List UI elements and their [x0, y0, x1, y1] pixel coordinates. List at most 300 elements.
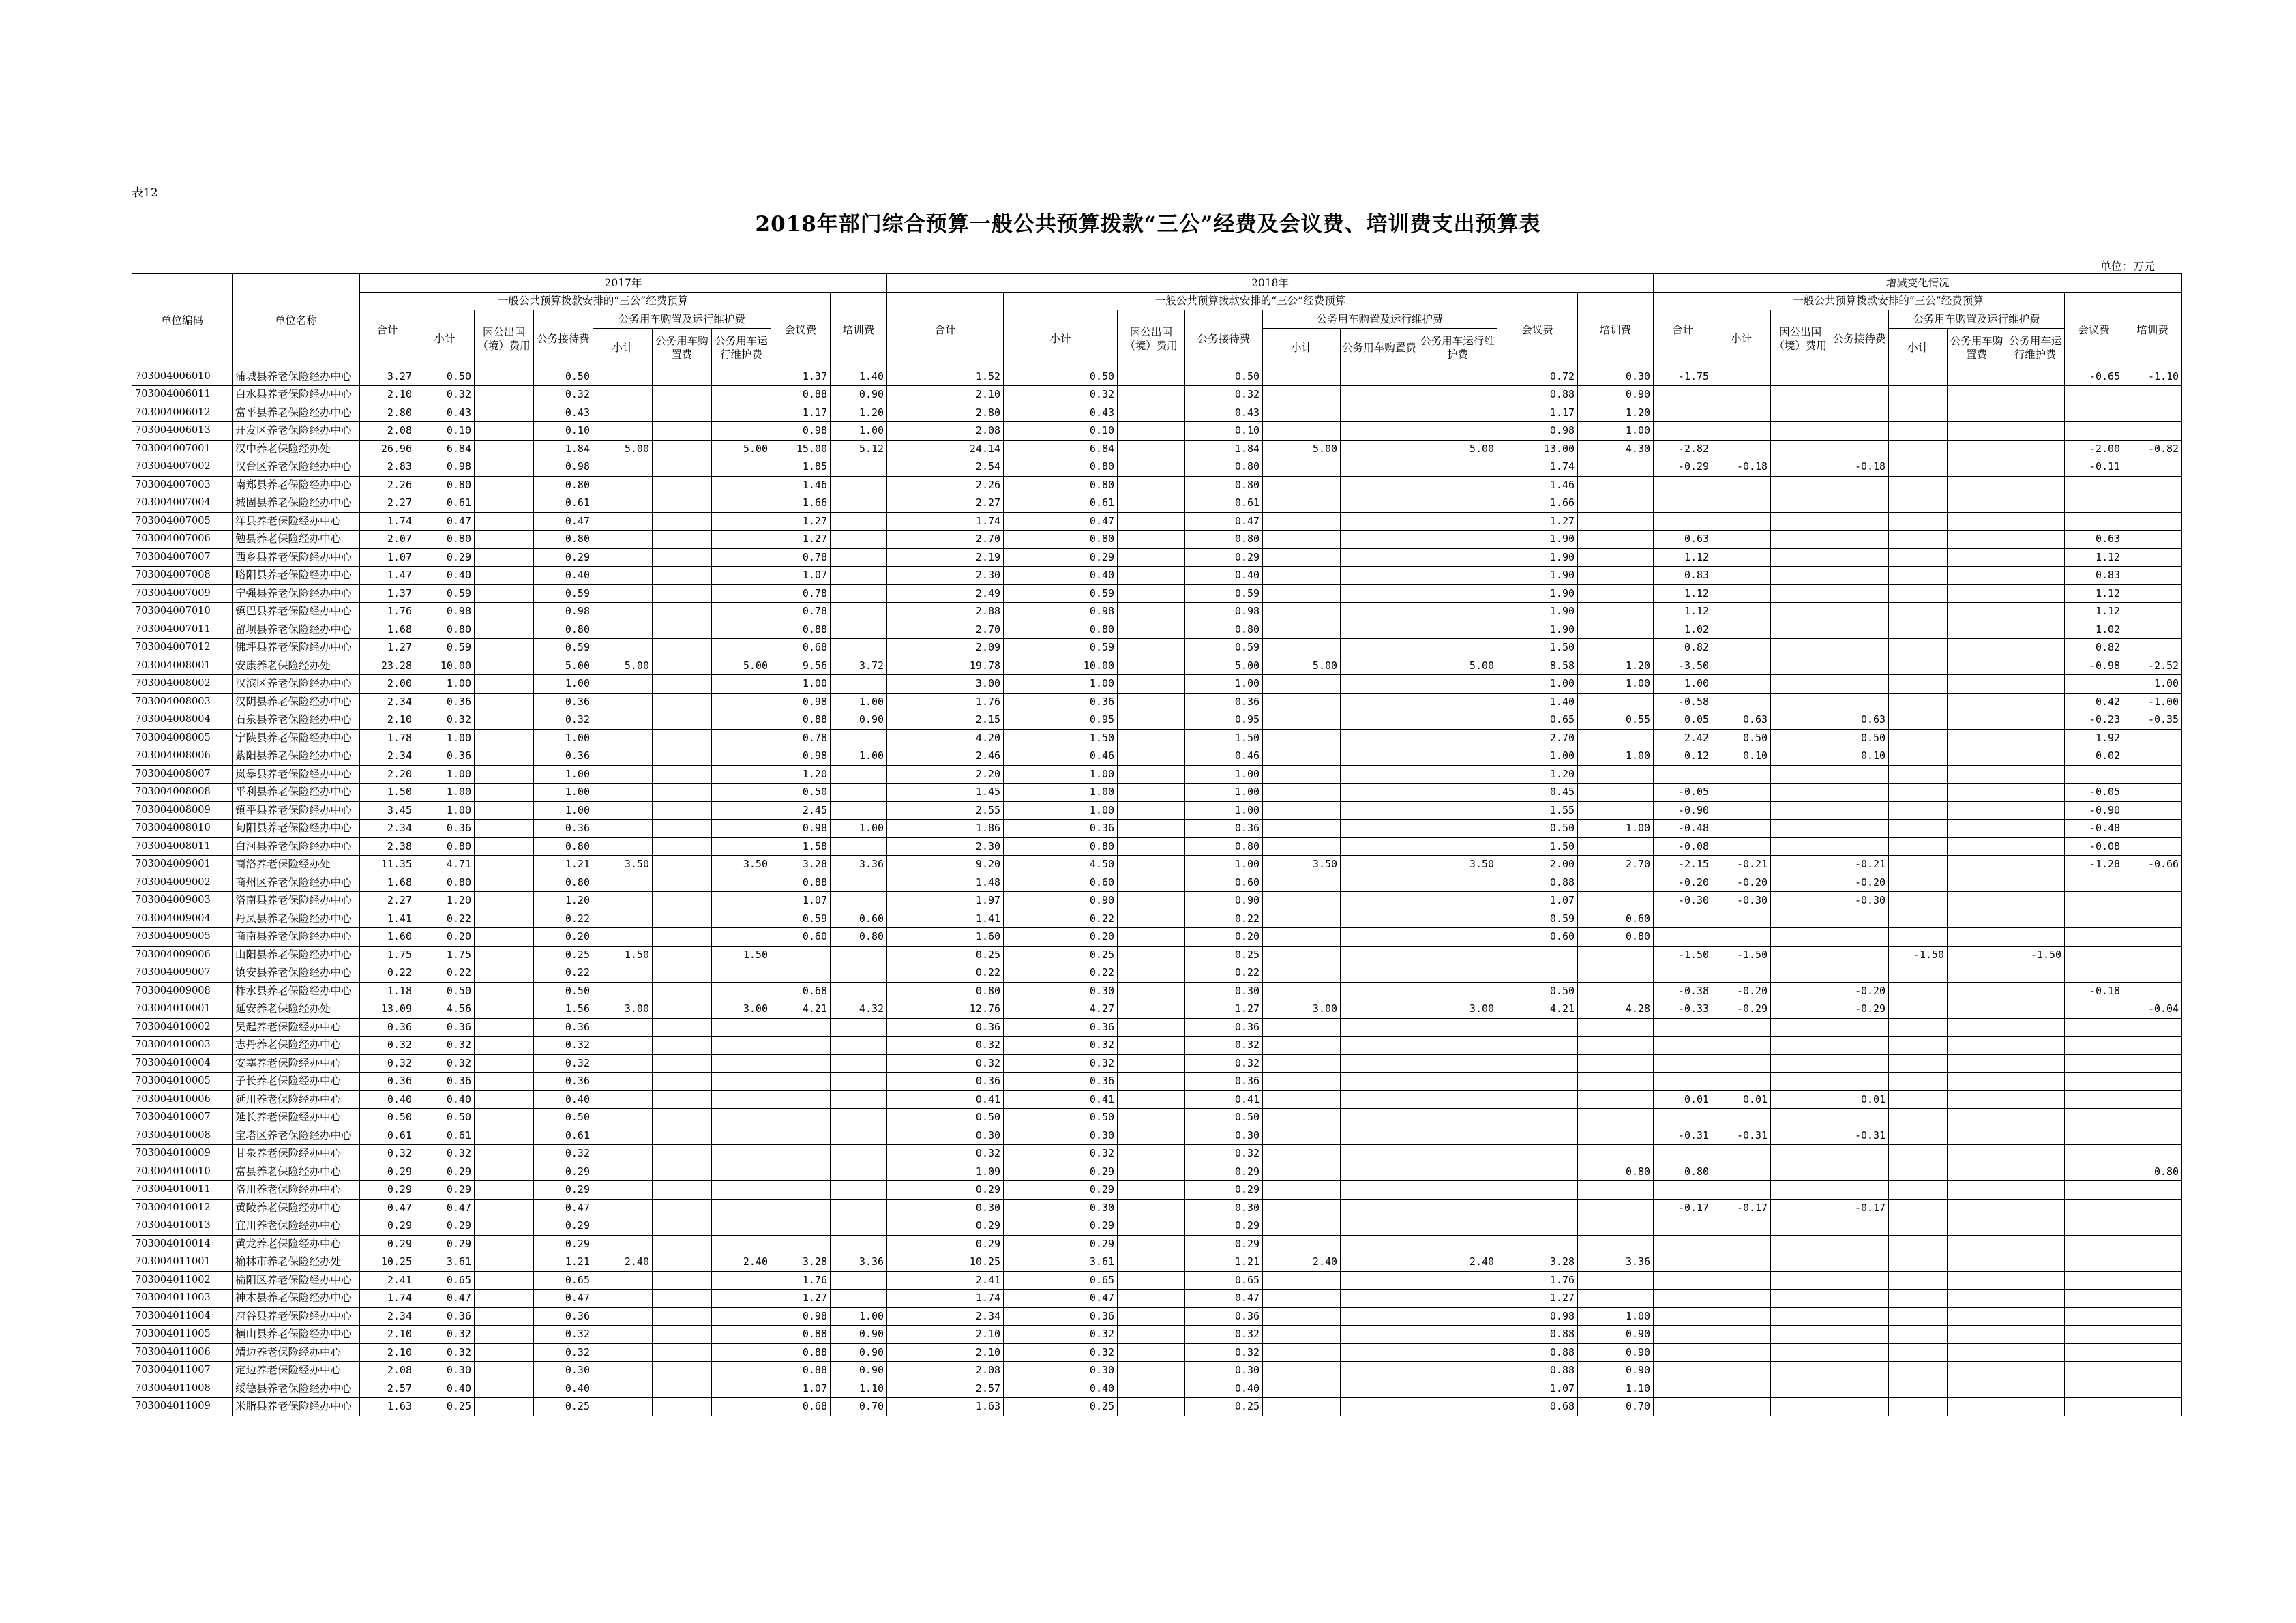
- value-cell: [1654, 386, 1712, 404]
- value-cell: 1.27: [1497, 1290, 1578, 1308]
- value-cell: [1118, 1054, 1185, 1073]
- value-cell: [1497, 946, 1578, 964]
- value-cell: [653, 548, 712, 567]
- value-cell: [1889, 801, 1948, 820]
- value-cell: [2006, 1326, 2065, 1344]
- value-cell: [2123, 1362, 2182, 1380]
- value-cell: 0.50: [1004, 1109, 1118, 1127]
- value-cell: [1263, 386, 1341, 404]
- value-cell: [1263, 639, 1341, 657]
- value-cell: 0.88: [1497, 386, 1578, 404]
- value-cell: [1771, 368, 1830, 386]
- value-cell: 0.29: [1004, 1181, 1118, 1200]
- value-cell: 0.40: [360, 1090, 415, 1109]
- unit-code-cell: 703004009001: [132, 856, 233, 874]
- value-cell: [653, 494, 712, 513]
- value-cell: [593, 1398, 653, 1416]
- value-cell: [2123, 964, 2182, 983]
- value-cell: -0.29: [1654, 458, 1712, 477]
- value-cell: [1654, 765, 1712, 784]
- value-cell: [2123, 404, 2182, 422]
- value-cell: 0.47: [1185, 1290, 1263, 1308]
- value-cell: [475, 1181, 534, 1200]
- value-cell: 0.59: [1185, 639, 1263, 657]
- value-cell: [1771, 892, 1830, 910]
- value-cell: [2123, 1253, 2182, 1272]
- value-cell: 0.29: [415, 1235, 475, 1253]
- value-cell: [475, 1090, 534, 1109]
- value-cell: [1830, 1109, 1889, 1127]
- unit-name-cell: 旬阳县养老保险经办中心: [233, 820, 360, 838]
- table-row: [132, 675, 2182, 694]
- value-cell: [1889, 422, 1948, 441]
- value-cell: [593, 1307, 653, 1326]
- unit-code-cell: 703004007011: [132, 621, 233, 639]
- value-cell: 5.12: [831, 440, 887, 458]
- value-cell: [593, 368, 653, 386]
- value-cell: 1.00: [534, 729, 593, 747]
- table-row: [132, 910, 2182, 928]
- value-cell: [1341, 548, 1418, 567]
- value-cell: 2.34: [360, 820, 415, 838]
- value-cell: [1948, 856, 2006, 874]
- value-cell: 0.40: [534, 1090, 593, 1109]
- unit-code-cell: 703004008009: [132, 801, 233, 820]
- table-row: [132, 548, 2182, 567]
- unit-name-cell: 蒲城县养老保险经办中心: [233, 368, 360, 386]
- unit-code-cell: 703004010012: [132, 1199, 233, 1217]
- value-cell: 0.36: [1004, 1018, 1118, 1037]
- value-cell: [1771, 1090, 1830, 1109]
- value-cell: [1418, 422, 1497, 441]
- value-cell: 5.00: [593, 657, 653, 675]
- value-cell: 0.88: [1497, 874, 1578, 892]
- value-cell: 0.32: [534, 1037, 593, 1055]
- value-cell: 0.90: [831, 1362, 887, 1380]
- value-cell: [1948, 1326, 2006, 1344]
- unit-code-cell: 703004009008: [132, 982, 233, 1000]
- value-cell: 0.80: [415, 621, 475, 639]
- value-cell: [475, 874, 534, 892]
- value-cell: [1712, 567, 1771, 585]
- value-cell: 0.22: [1004, 910, 1118, 928]
- value-cell: [2065, 1163, 2123, 1181]
- value-cell: 0.90: [1578, 386, 1654, 404]
- value-cell: 0.41: [887, 1090, 1004, 1109]
- value-cell: [1341, 729, 1418, 747]
- value-cell: [831, 494, 887, 513]
- value-cell: 0.50: [1497, 982, 1578, 1000]
- unit-name-cell: 南郑县养老保险经办中心: [233, 476, 360, 494]
- value-cell: [1889, 368, 1948, 386]
- value-cell: [1418, 784, 1497, 802]
- value-cell: [1948, 567, 2006, 585]
- value-cell: [1889, 784, 1948, 802]
- value-cell: [593, 837, 653, 856]
- unit-name-cell: 留坝县养老保险经办中心: [233, 621, 360, 639]
- value-cell: [1654, 1235, 1712, 1253]
- value-cell: [1418, 1235, 1497, 1253]
- value-cell: [1118, 1271, 1185, 1290]
- value-cell: [1830, 1037, 1889, 1055]
- value-cell: 0.36: [534, 1018, 593, 1037]
- unit-code-cell: 703004010001: [132, 1000, 233, 1019]
- value-cell: 23.28: [360, 657, 415, 675]
- value-cell: [712, 711, 771, 730]
- value-cell: [2006, 657, 2065, 675]
- value-cell: [475, 964, 534, 983]
- value-cell: [1830, 548, 1889, 567]
- value-cell: 0.22: [534, 964, 593, 983]
- value-cell: 13.09: [360, 1000, 415, 1019]
- value-cell: [1948, 440, 2006, 458]
- table-row: [132, 476, 2182, 494]
- value-cell: 0.32: [360, 1037, 415, 1055]
- value-cell: -1.00: [2123, 693, 2182, 711]
- value-cell: 1.00: [415, 765, 475, 784]
- value-cell: 5.00: [1418, 657, 1497, 675]
- value-cell: 0.32: [1004, 386, 1118, 404]
- value-cell: 0.22: [534, 910, 593, 928]
- value-cell: [1118, 548, 1185, 567]
- value-cell: [1341, 657, 1418, 675]
- value-cell: [2065, 874, 2123, 892]
- value-cell: [1889, 1109, 1948, 1127]
- header-meeting: 会议费: [771, 292, 831, 368]
- value-cell: 0.80: [1185, 621, 1263, 639]
- value-cell: 1.60: [360, 928, 415, 947]
- value-cell: 1.09: [887, 1163, 1004, 1181]
- value-cell: 0.36: [1185, 1307, 1263, 1326]
- header-car-subtotal: 小计: [593, 328, 653, 368]
- value-cell: [1341, 476, 1418, 494]
- value-cell: [1830, 476, 1889, 494]
- value-cell: 0.50: [534, 982, 593, 1000]
- value-cell: [2006, 440, 2065, 458]
- value-cell: 1.00: [1185, 784, 1263, 802]
- value-cell: [1578, 765, 1654, 784]
- value-cell: [2123, 1181, 2182, 1200]
- value-cell: [2123, 837, 2182, 856]
- value-cell: 0.82: [1654, 639, 1712, 657]
- value-cell: 0.25: [887, 946, 1004, 964]
- value-cell: [1418, 584, 1497, 603]
- value-cell: [2006, 1362, 2065, 1380]
- value-cell: 3.28: [1497, 1253, 1578, 1272]
- value-cell: 1.46: [1497, 476, 1578, 494]
- value-cell: 1.02: [2065, 621, 2123, 639]
- value-cell: [1654, 910, 1712, 928]
- value-cell: [593, 820, 653, 838]
- value-cell: [1771, 440, 1830, 458]
- value-cell: 0.90: [831, 1343, 887, 1362]
- value-cell: [475, 1145, 534, 1163]
- value-cell: [1771, 1271, 1830, 1290]
- table-row: [132, 1290, 2182, 1308]
- value-cell: 1.00: [534, 765, 593, 784]
- value-cell: [1263, 494, 1341, 513]
- value-cell: [1341, 820, 1418, 838]
- value-cell: [2123, 729, 2182, 747]
- value-cell: 3.36: [831, 1253, 887, 1272]
- value-cell: 0.59: [1004, 584, 1118, 603]
- value-cell: 0.12: [1654, 747, 1712, 766]
- value-cell: [475, 1253, 534, 1272]
- value-cell: [1948, 1380, 2006, 1398]
- value-cell: 1.46: [771, 476, 831, 494]
- value-cell: [1830, 837, 1889, 856]
- value-cell: [1712, 584, 1771, 603]
- value-cell: [475, 476, 534, 494]
- value-cell: [831, 892, 887, 910]
- value-cell: [1341, 494, 1418, 513]
- value-cell: [2123, 567, 2182, 585]
- value-cell: [771, 1109, 831, 1127]
- value-cell: [1654, 1271, 1712, 1290]
- value-cell: [1771, 1307, 1830, 1326]
- value-cell: [712, 548, 771, 567]
- value-cell: 0.80: [1185, 837, 1263, 856]
- value-cell: [1118, 964, 1185, 983]
- value-cell: 4.28: [1578, 1000, 1654, 1019]
- value-cell: [593, 639, 653, 657]
- value-cell: [1497, 1145, 1578, 1163]
- value-cell: 1.85: [771, 458, 831, 477]
- value-cell: [653, 784, 712, 802]
- value-cell: 0.65: [534, 1271, 593, 1290]
- value-cell: [653, 964, 712, 983]
- value-cell: [1341, 1163, 1418, 1181]
- value-cell: [2006, 1290, 2065, 1308]
- value-cell: [1418, 1073, 1497, 1091]
- value-cell: [2123, 820, 2182, 838]
- value-cell: [475, 784, 534, 802]
- value-cell: [1263, 946, 1341, 964]
- value-cell: 0.50: [534, 1109, 593, 1127]
- value-cell: 5.00: [1418, 440, 1497, 458]
- value-cell: 3.00: [1263, 1000, 1341, 1019]
- value-cell: [712, 1181, 771, 1200]
- value-cell: 2.10: [887, 386, 1004, 404]
- value-cell: -0.21: [1830, 856, 1889, 874]
- value-cell: [1889, 910, 1948, 928]
- value-cell: 0.59: [771, 910, 831, 928]
- value-cell: [1771, 1109, 1830, 1127]
- value-cell: [1948, 1037, 2006, 1055]
- value-cell: 1.50: [593, 946, 653, 964]
- value-cell: -1.28: [2065, 856, 2123, 874]
- value-cell: [831, 1037, 887, 1055]
- value-cell: [1771, 1398, 1830, 1416]
- value-cell: 1.00: [831, 693, 887, 711]
- value-cell: 1.00: [1578, 422, 1654, 441]
- value-cell: [1118, 820, 1185, 838]
- value-cell: 0.32: [360, 1054, 415, 1073]
- value-cell: 0.68: [771, 982, 831, 1000]
- value-cell: -2.82: [1654, 440, 1712, 458]
- value-cell: 2.83: [360, 458, 415, 477]
- value-cell: [712, 422, 771, 441]
- unit-code-cell: 703004006010: [132, 368, 233, 386]
- value-cell: 3.50: [593, 856, 653, 874]
- value-cell: [712, 494, 771, 513]
- value-cell: [2006, 1127, 2065, 1145]
- value-cell: 1.20: [831, 404, 887, 422]
- value-cell: [653, 603, 712, 621]
- value-cell: 0.32: [415, 1037, 475, 1055]
- value-cell: [1948, 422, 2006, 441]
- value-cell: 19.78: [887, 657, 1004, 675]
- value-cell: [593, 621, 653, 639]
- value-cell: [1889, 837, 1948, 856]
- value-cell: [653, 1018, 712, 1037]
- value-cell: [712, 1326, 771, 1344]
- value-cell: [1263, 693, 1341, 711]
- value-cell: [2123, 1307, 2182, 1326]
- value-cell: 4.21: [771, 1000, 831, 1019]
- value-cell: -0.30: [1830, 892, 1889, 910]
- value-cell: [1889, 729, 1948, 747]
- value-cell: 0.50: [1004, 368, 1118, 386]
- value-cell: [1771, 910, 1830, 928]
- value-cell: [2006, 1380, 2065, 1398]
- table-row: [132, 820, 2182, 838]
- value-cell: [475, 1362, 534, 1380]
- unit-code-cell: 703004009003: [132, 892, 233, 910]
- value-cell: [1578, 1127, 1654, 1145]
- value-cell: [1118, 928, 1185, 947]
- unit-name-cell: 府谷县养老保险经办中心: [233, 1307, 360, 1326]
- value-cell: 10.25: [887, 1253, 1004, 1272]
- value-cell: -0.31: [1712, 1127, 1771, 1145]
- header-reception: 公务接待费: [1185, 310, 1263, 368]
- value-cell: -2.52: [2123, 657, 2182, 675]
- value-cell: 0.29: [534, 1163, 593, 1181]
- value-cell: [2123, 494, 2182, 513]
- value-cell: [1889, 1000, 1948, 1019]
- value-cell: [475, 567, 534, 585]
- unit-code-cell: 703004007007: [132, 548, 233, 567]
- value-cell: 0.59: [415, 639, 475, 657]
- value-cell: [1118, 1398, 1185, 1416]
- value-cell: 0.61: [415, 1127, 475, 1145]
- value-cell: [593, 584, 653, 603]
- value-cell: 2.10: [360, 1343, 415, 1362]
- value-cell: [1341, 693, 1418, 711]
- value-cell: 2.34: [360, 693, 415, 711]
- value-cell: 0.88: [771, 1343, 831, 1362]
- value-cell: [1341, 1217, 1418, 1236]
- value-cell: [1341, 1054, 1418, 1073]
- value-cell: 0.29: [1185, 1235, 1263, 1253]
- unit-name-cell: 安塞养老保险经办中心: [233, 1054, 360, 1073]
- value-cell: [2006, 964, 2065, 983]
- value-cell: [1948, 512, 2006, 531]
- value-cell: 1.50: [1497, 639, 1578, 657]
- value-cell: [1418, 801, 1497, 820]
- value-cell: [1948, 368, 2006, 386]
- value-cell: 2.40: [1263, 1253, 1341, 1272]
- value-cell: [1654, 1253, 1712, 1272]
- unit-code-cell: 703004010007: [132, 1109, 233, 1127]
- value-cell: 0.59: [1004, 639, 1118, 657]
- value-cell: [475, 1307, 534, 1326]
- value-cell: 1.74: [1497, 458, 1578, 477]
- unit-code-cell: 703004006012: [132, 404, 233, 422]
- value-cell: 0.98: [1497, 1307, 1578, 1326]
- value-cell: [2006, 512, 2065, 531]
- value-cell: [1118, 1090, 1185, 1109]
- value-cell: 1.74: [360, 1290, 415, 1308]
- value-cell: 1.20: [415, 892, 475, 910]
- value-cell: [1712, 1362, 1771, 1380]
- value-cell: [1263, 1380, 1341, 1398]
- unit-name-cell: 西乡县养老保险经办中心: [233, 548, 360, 567]
- value-cell: [653, 639, 712, 657]
- value-cell: [593, 747, 653, 766]
- value-cell: 0.29: [1185, 548, 1263, 567]
- value-cell: [1118, 567, 1185, 585]
- value-cell: 2.07: [360, 531, 415, 549]
- value-cell: 1.12: [2065, 584, 2123, 603]
- value-cell: -0.58: [1654, 693, 1712, 711]
- value-cell: [1948, 765, 2006, 784]
- value-cell: [2123, 801, 2182, 820]
- value-cell: [653, 1037, 712, 1055]
- value-cell: [1771, 1127, 1830, 1145]
- value-cell: 0.32: [534, 1145, 593, 1163]
- value-cell: [831, 1127, 887, 1145]
- value-cell: -0.23: [2065, 711, 2123, 730]
- header-car-purchase: 公务用车购置费: [1341, 328, 1418, 368]
- value-cell: [831, 584, 887, 603]
- value-cell: [1118, 1127, 1185, 1145]
- value-cell: [2065, 1090, 2123, 1109]
- value-cell: 1.40: [831, 368, 887, 386]
- value-cell: 3.00: [593, 1000, 653, 1019]
- value-cell: 3.72: [831, 657, 887, 675]
- value-cell: [1341, 784, 1418, 802]
- value-cell: [1889, 476, 1948, 494]
- header-car-group: 公务用车购置及运行维护费: [1889, 310, 2065, 329]
- value-cell: [2006, 711, 2065, 730]
- value-cell: [1341, 1181, 1418, 1200]
- value-cell: [1118, 1235, 1185, 1253]
- value-cell: [1578, 1235, 1654, 1253]
- value-cell: 0.63: [1654, 531, 1712, 549]
- value-cell: [1118, 1380, 1185, 1398]
- value-cell: 1.00: [1578, 820, 1654, 838]
- value-cell: 0.46: [1004, 747, 1118, 766]
- unit-name-cell: 略阳县养老保险经办中心: [233, 567, 360, 585]
- value-cell: [1263, 1235, 1341, 1253]
- table-row: [132, 440, 2182, 458]
- value-cell: 0.32: [1004, 1145, 1118, 1163]
- value-cell: [653, 440, 712, 458]
- value-cell: [1263, 820, 1341, 838]
- value-cell: [771, 1018, 831, 1037]
- value-cell: 1.00: [1497, 747, 1578, 766]
- value-cell: 1.60: [887, 928, 1004, 947]
- value-cell: 1.68: [360, 621, 415, 639]
- value-cell: -1.10: [2123, 368, 2182, 386]
- value-cell: 0.40: [415, 1090, 475, 1109]
- value-cell: [1118, 1018, 1185, 1037]
- value-cell: 0.47: [534, 1199, 593, 1217]
- value-cell: 0.32: [1185, 1145, 1263, 1163]
- value-cell: [1771, 693, 1830, 711]
- value-cell: [831, 567, 887, 585]
